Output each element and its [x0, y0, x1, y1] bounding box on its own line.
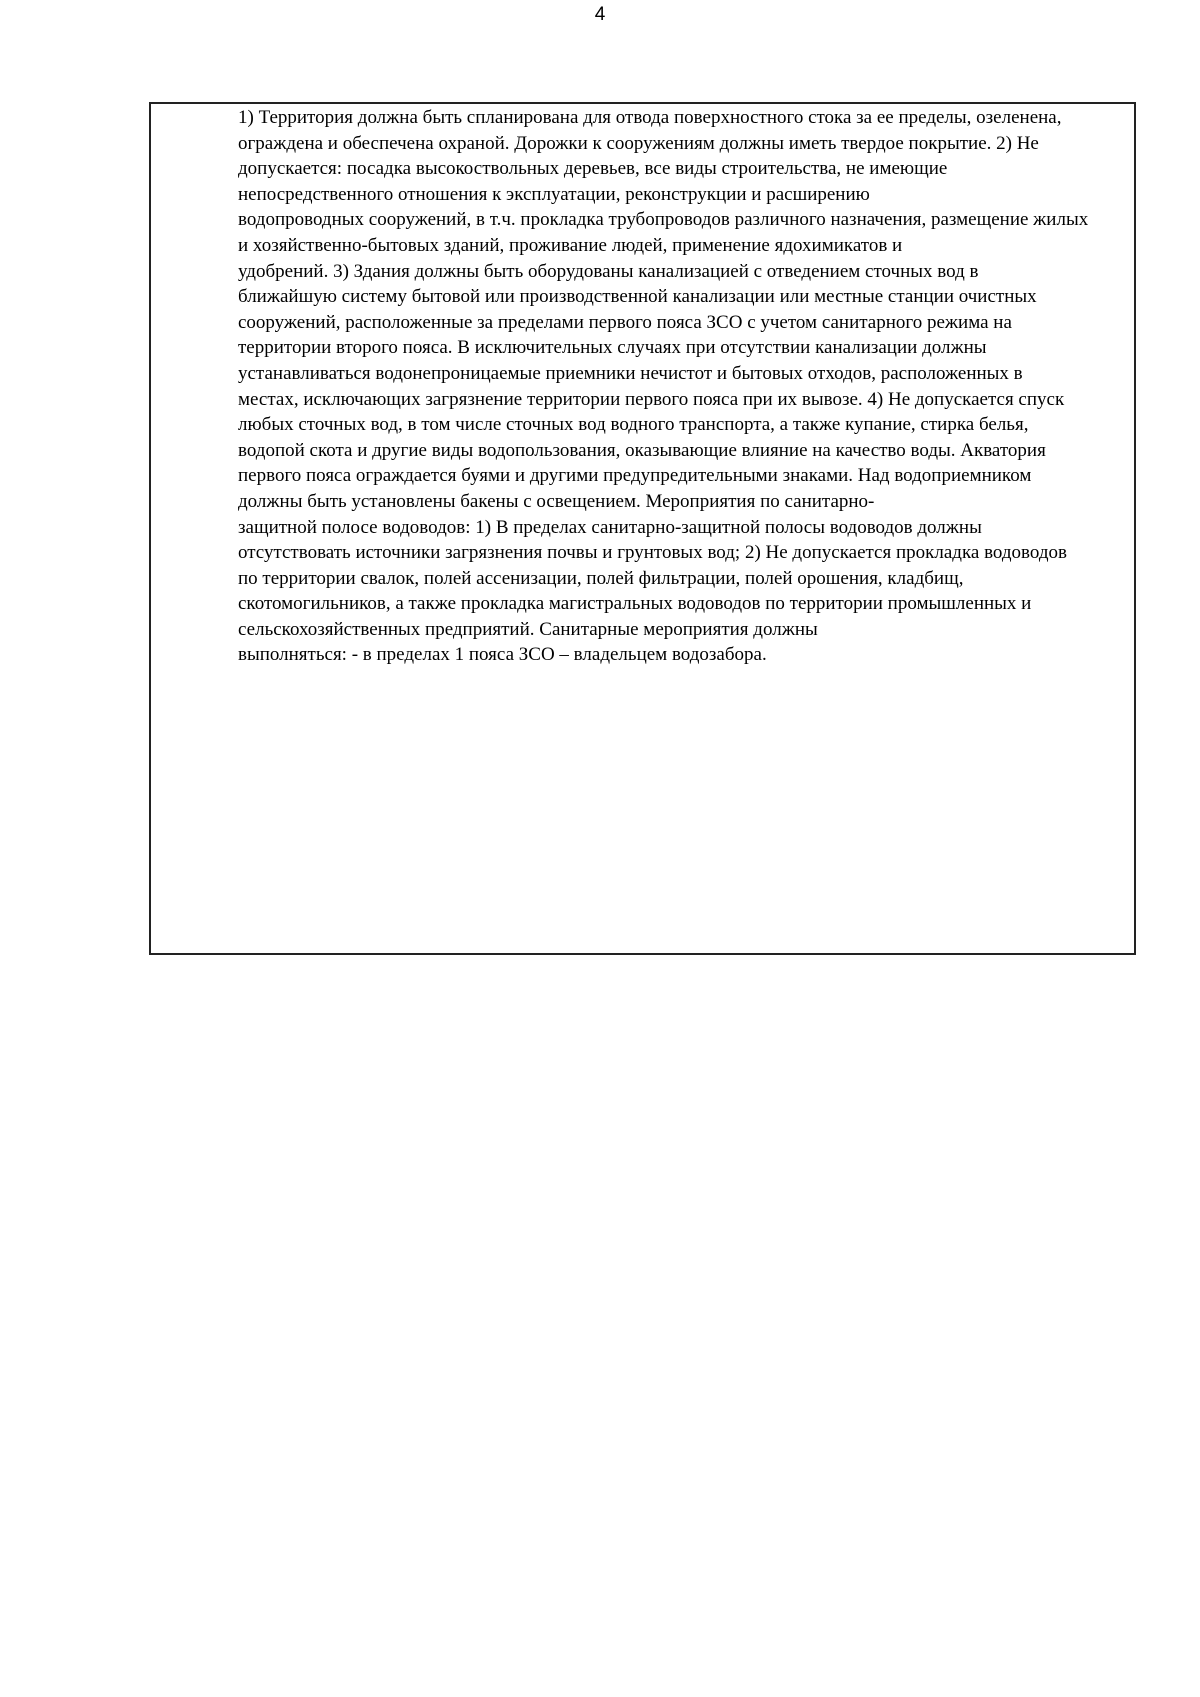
text-line-13: любых сточных вод, в том числе сточных вод водного транспорта, а также купание, стирка белья,: [238, 414, 1029, 436]
text-line-15: первого пояса ограждается буями и другими предупредительными знаками. Над водоприемником: [238, 465, 1032, 487]
text-line-3: допускается: посадка высокоствольных деревьев, все виды строительства, не имеющие: [238, 158, 948, 180]
text-line-14: водопой скота и другие виды водопользования, оказывающие влияние на качество воды. Акватория: [238, 439, 1046, 461]
text-line-5: водопроводных сооружений, в т.ч. прокладка трубопроводов различного назначения, размещение жилых: [238, 209, 1089, 231]
text-line-22: выполняться: - в пределах 1 пояса ЗСО – владельцем водозабора.: [238, 644, 767, 666]
text-line-6: и хозяйственно-бытовых зданий, проживание людей, применение ядохимикатов и: [238, 234, 903, 256]
text-line-20: скотомогильников, а также прокладка магистральных водоводов по территории промышленных и: [238, 593, 1032, 615]
text-line-7: удобрений. 3) Здания должны быть оборудованы канализацией с отведением сточных вод в: [238, 260, 979, 282]
text-line-18: отсутствовать источники загрязнения почвы и грунтовых вод; 2) Не допускается прокладка водоводов: [238, 542, 1067, 564]
document-text: [238, 105, 1138, 668]
page-number: 4: [594, 4, 606, 25]
text-line-21: сельскохозяйственных предприятий. Санитарные мероприятия должны: [238, 618, 818, 640]
text-line-9: сооружений, расположенные за пределами первого пояса ЗСО с учетом санитарного режима на: [238, 311, 1012, 333]
content-frame: [149, 102, 1136, 955]
text-line-1: 1) Территория должна быть спланирована для отвода поверхностного стока за ее пределы, озеленена,: [238, 107, 1062, 128]
text-line-11: устанавливаться водонепроницаемые приемники нечистот и бытовых отходов, расположенных в: [238, 362, 1023, 384]
text-line-10: территории второго пояса. В исключительных случаях при отсутствии канализации должны: [238, 337, 987, 359]
text-line-12: местах, исключающих загрязнение территории первого пояса при их вывозе. 4) Не допускается спуск: [238, 388, 1065, 410]
text-line-17: защитной полосе водоводов: 1) В пределах санитарно-защитной полосы водоводов должны: [238, 516, 982, 538]
text-line-16: должны быть установлены бакены с освещением. Мероприятия по санитарно-: [238, 490, 875, 512]
text-line-4: непосредственного отношения к эксплуатации, реконструкции и расширению: [238, 183, 870, 205]
text-line-2: ограждена и обеспечена охраной. Дорожки к сооружениям должны иметь твердое покрытие. 2) Не: [238, 132, 1039, 154]
text-line-8: ближайшую систему бытовой или производственной канализации или местные станции очистных: [238, 286, 1037, 308]
text-line-19: по территории свалок, полей ассенизации, полей фильтрации, полей орошения, кладбищ,: [238, 567, 964, 589]
